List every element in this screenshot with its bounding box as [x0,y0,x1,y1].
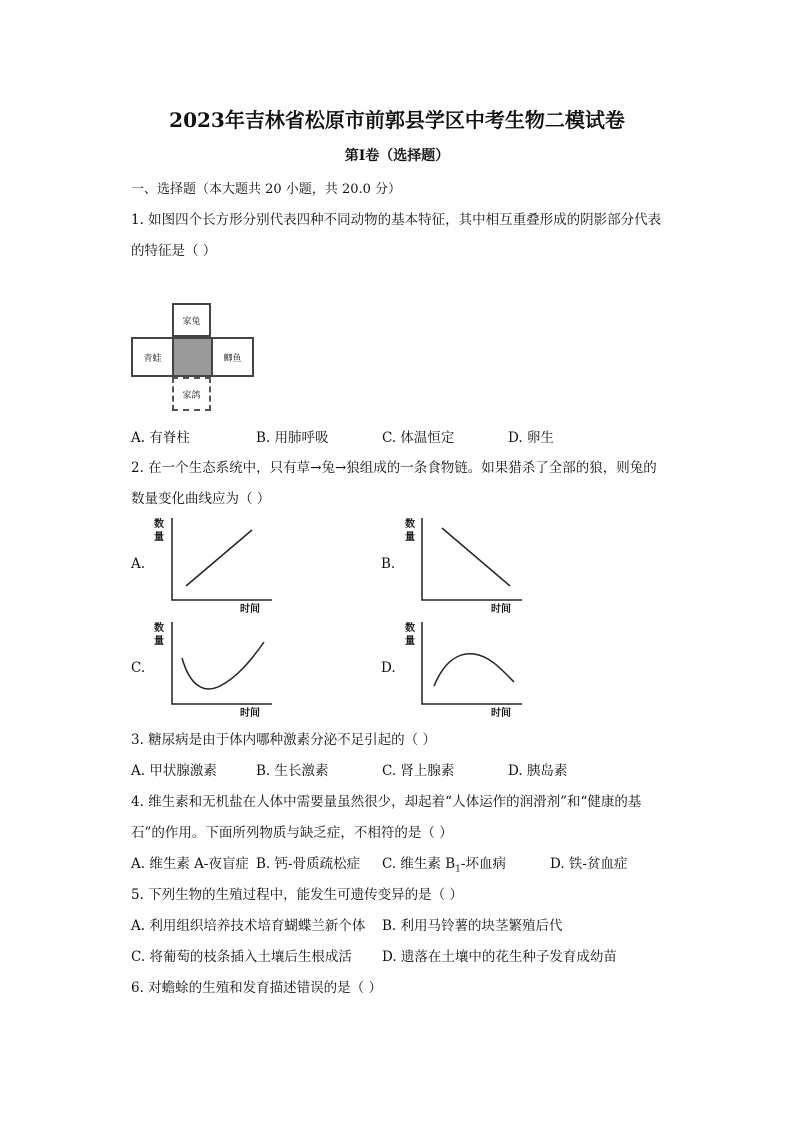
q2-graph-a-axes [172,518,272,600]
q4-stem-line2: 石”的作用。下面所列物质与缺乏症，不相符的是（ ） [131,825,453,841]
q2-graph-a-xlabel: 时间 [240,604,260,614]
q3-stem: 3. 糖尿病是由于体内哪种激素分泌不足引起的（ ） [131,732,436,748]
q2-graph-a-ylabel-1: 数 [154,519,164,530]
q2-graph-c-xlabel: 时间 [240,708,260,718]
q3-option-c[interactable]: C. 肾上腺素 [382,763,455,779]
q1-option-c[interactable]: C. 体温恒定 [382,430,455,446]
q4-option-c[interactable] [382,852,506,875]
q2-graph-c-ylabel-1: 数 [154,623,164,634]
q2-option-d[interactable]: D. [381,660,396,676]
q2-graph-c [150,616,275,718]
q4-option-c-subscript: 1 [455,864,461,875]
q1-figure [131,303,256,413]
q4-option-c-tail: -坏血病 [460,856,506,872]
q2-graph-b [402,512,527,614]
q2-graph-a [150,512,275,614]
q1-stem-line2: 的特征是（ ） [131,243,217,259]
q3-option-b[interactable]: B. 生长激素 [256,763,329,779]
q2-graph-a-curve [186,530,252,586]
q1-box-rabbit: 家兔 [172,303,211,337]
q1-box-frog: 青蛙 [131,337,174,377]
q1-option-d[interactable]: D. 卵生 [508,430,554,446]
q5-option-b[interactable]: B. 利用马铃薯的块茎繁殖后代 [382,918,563,934]
q4-option-c-text: C. 维生素 B [382,856,456,872]
q1-stem-line1: 1. 如图四个长方形分别代表四种不同动物的基本特征，其中相互重叠形成的阴影部分代表 [131,212,662,228]
q4-option-b[interactable]: B. 钙-骨质疏松症 [256,856,361,872]
q5-option-a[interactable]: A. 利用组织培养技术培育蝴蝶兰新个体 [131,918,366,934]
q2-graph-d-axes [422,622,522,704]
q2-stem-line1: 2. 在一个生态系统中，只有草→兔→狼组成的一条食物链。如果猎杀了全部的狼，则兔的 [131,460,657,476]
q2-option-c[interactable]: C. [131,660,146,676]
section-heading: 一、选择题（本大题共 20 小题，共 20.0 分） [131,182,402,197]
q4-stem-line1: 4. 维生素和无机盐在人体中需要量虽然很少，却起着“人体运作的润滑剂”和“健康的基 [131,794,642,810]
q2-graph-d-xlabel: 时间 [491,708,511,718]
q1-option-b[interactable]: B. 用肺呼吸 [256,430,329,446]
q2-graph-a-ylabel-2: 量 [154,532,164,543]
q1-shaded-overlap [172,337,213,377]
q2-option-a[interactable]: A. [131,556,146,572]
q5-option-d[interactable]: D. 遗落在土壤中的花生种子发育成幼苗 [382,949,617,965]
q2-graph-d-ylabel-1: 数 [405,623,415,634]
exam-title: 2023年吉林省松原市前郭县学区中考生物二模试卷 [169,108,625,132]
q2-stem-line2: 数量变化曲线应为（ ） [131,491,271,507]
volume-heading: 第I卷（选择题） [344,148,450,164]
q3-option-a[interactable]: A. 甲状腺激素 [131,763,217,779]
q1-option-a[interactable]: A. 有脊柱 [131,430,190,446]
q6-stem: 6. 对蟾蜍的生殖和发育描述错误的是（ ） [131,980,382,996]
q2-graph-d [402,616,527,718]
q2-graph-d-ylabel-2: 量 [405,636,415,647]
q1-box-fish: 鲫鱼 [211,337,254,377]
q3-option-d[interactable]: D. 胰岛素 [508,763,568,779]
q2-graph-c-curve [182,642,264,689]
q2-graph-b-ylabel-1: 数 [405,519,415,530]
q2-option-b[interactable]: B. [381,556,396,572]
q4-option-a[interactable]: A. 维生素 A-夜盲症 [131,856,249,872]
q2-graph-b-ylabel-2: 量 [405,532,415,543]
q2-graph-d-curve [434,654,514,686]
q2-graph-c-axes [172,622,272,704]
q1-box-pigeon: 家鸽 [172,377,211,411]
q2-graph-b-axes [422,518,522,600]
q5-stem: 5. 下列生物的生殖过程中，能发生可遗传变异的是（ ） [131,887,463,903]
q5-option-c[interactable]: C. 将葡萄的枝条插入土壤后生根成活 [131,949,352,965]
q2-graph-b-xlabel: 时间 [491,604,511,614]
q2-graph-b-curve [442,528,510,586]
q2-graph-c-ylabel-2: 量 [154,636,164,647]
q4-option-d[interactable]: D. 铁-贫血症 [550,856,628,872]
